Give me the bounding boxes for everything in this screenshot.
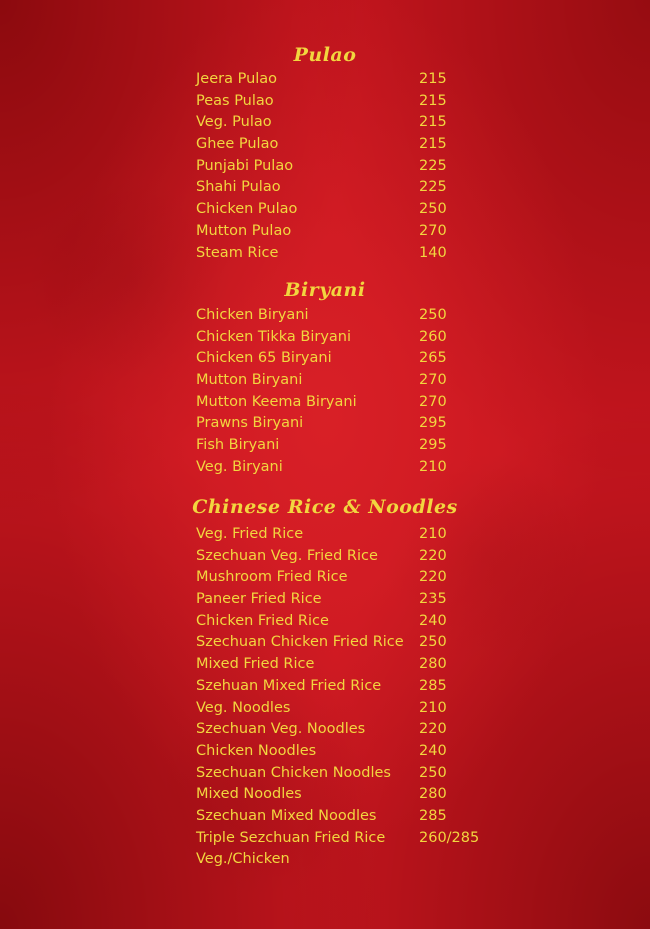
item-name: Prawns Biryani (196, 415, 304, 432)
item-name: Mixed Noodles (196, 786, 302, 803)
item-name: Veg. Fried Rice (196, 526, 304, 542)
list-item (196, 91, 516, 113)
item-price: 210 (419, 526, 447, 542)
section-title-biryani: Biryani (284, 279, 366, 301)
list-item (196, 435, 516, 457)
section-list-biryani (196, 305, 516, 479)
item-name: Szechuan Chicken Fried Rice (196, 634, 404, 651)
item-price: 215 (419, 136, 447, 153)
item-price: 225 (419, 179, 447, 196)
section-list-pulao (196, 69, 516, 264)
list-item (196, 177, 516, 199)
section-title-chinese-rice-noodles: Chinese Rice & Noodles (192, 496, 458, 518)
item-name: Szechuan Veg. Fried Rice (196, 547, 378, 564)
list-item (196, 524, 516, 546)
list-item (196, 69, 516, 91)
list-item (196, 654, 516, 676)
item-name: Chicken Pulao (196, 201, 298, 218)
item-name: Veg./Chicken (196, 851, 290, 868)
list-item (196, 156, 516, 178)
item-price: 140 (419, 244, 447, 261)
item-name: Mutton Biryani (196, 372, 303, 389)
item-name: Peas Pulao (196, 92, 274, 109)
item-name: Veg. Noodles (196, 699, 291, 716)
item-name: Veg. Pulao (196, 114, 272, 131)
item-price: 210 (419, 699, 447, 716)
item-price: 215 (419, 71, 447, 87)
item-price: 270 (419, 393, 447, 410)
list-item (196, 763, 516, 785)
list-item (196, 698, 516, 720)
item-price: 240 (419, 742, 447, 759)
item-name: Chicken 65 Biryani (196, 350, 332, 367)
list-item (196, 348, 516, 370)
item-name: Szehuan Mixed Fried Rice (196, 677, 382, 694)
item-name: Szechuan Mixed Noodles (196, 807, 377, 824)
item-price: 220 (419, 721, 447, 738)
list-item (196, 741, 516, 763)
item-name: Mutton Pulao (196, 222, 292, 239)
item-name: Chicken Tikka Biryani (196, 328, 352, 345)
item-price: 215 (419, 114, 447, 131)
item-name: Triple Sezchuan Fried Rice (196, 829, 386, 846)
list-item (196, 719, 516, 741)
list-item (196, 849, 516, 871)
item-name: Mushroom Fried Rice (196, 569, 348, 586)
list-item (196, 327, 516, 349)
list-item (196, 199, 516, 221)
list-item (196, 243, 516, 265)
item-price: 260 (419, 328, 447, 345)
list-item (196, 134, 516, 156)
item-price: 260/285 (419, 829, 480, 846)
item-name: Paneer Fried Rice (196, 591, 322, 608)
item-price: 210 (419, 458, 447, 475)
list-item (196, 632, 516, 654)
item-price: 240 (419, 612, 447, 629)
item-name: Szechuan Veg. Noodles (196, 721, 366, 738)
item-price: 295 (419, 437, 447, 454)
item-price: 225 (419, 157, 447, 174)
item-price: 250 (419, 764, 447, 781)
item-name: Ghee Pulao (196, 136, 279, 153)
item-price: 270 (419, 372, 447, 389)
item-price: 265 (419, 350, 447, 367)
item-name: Steam Rice (196, 244, 279, 261)
list-item (196, 589, 516, 611)
item-price: 250 (419, 634, 447, 651)
list-item (196, 611, 516, 633)
item-price: 220 (419, 547, 447, 564)
item-price: 220 (419, 569, 447, 586)
item-name: Chicken Biryani (196, 307, 309, 323)
list-item (196, 413, 516, 435)
item-name: Szechuan Chicken Noodles (196, 764, 391, 781)
item-price: 280 (419, 786, 447, 803)
item-name: Chicken Noodles (196, 742, 317, 759)
section-title-pulao: Pulao (293, 44, 357, 66)
item-name: Chicken Fried Rice (196, 612, 329, 629)
item-price: 250 (419, 201, 447, 218)
item-name: Shahi Pulao (196, 179, 281, 196)
list-item (196, 676, 516, 698)
item-price: 285 (419, 677, 447, 694)
list-item (196, 567, 516, 589)
section-list-chinese-rice-noodles (196, 524, 516, 871)
item-name: Veg. Biryani (196, 458, 283, 475)
list-item (196, 828, 516, 850)
list-item (196, 457, 516, 479)
item-name: Mutton Keema Biryani (196, 393, 357, 410)
list-item (196, 221, 516, 243)
item-price: 235 (419, 591, 447, 608)
item-price: 280 (419, 656, 447, 673)
item-price: 285 (419, 807, 447, 824)
list-item (196, 806, 516, 828)
list-item (196, 305, 516, 327)
item-price: 215 (419, 92, 447, 109)
item-name: Jeera Pulao (196, 71, 278, 87)
list-item (196, 546, 516, 568)
item-name: Punjabi Pulao (196, 157, 294, 174)
item-name: Mixed Fried Rice (196, 656, 315, 673)
list-item (196, 392, 516, 414)
item-name: Fish Biryani (196, 437, 280, 454)
list-item (196, 784, 516, 806)
item-price: 250 (419, 307, 447, 323)
list-item (196, 112, 516, 134)
item-price: 270 (419, 222, 447, 239)
item-price: 295 (419, 415, 447, 432)
list-item (196, 370, 516, 392)
